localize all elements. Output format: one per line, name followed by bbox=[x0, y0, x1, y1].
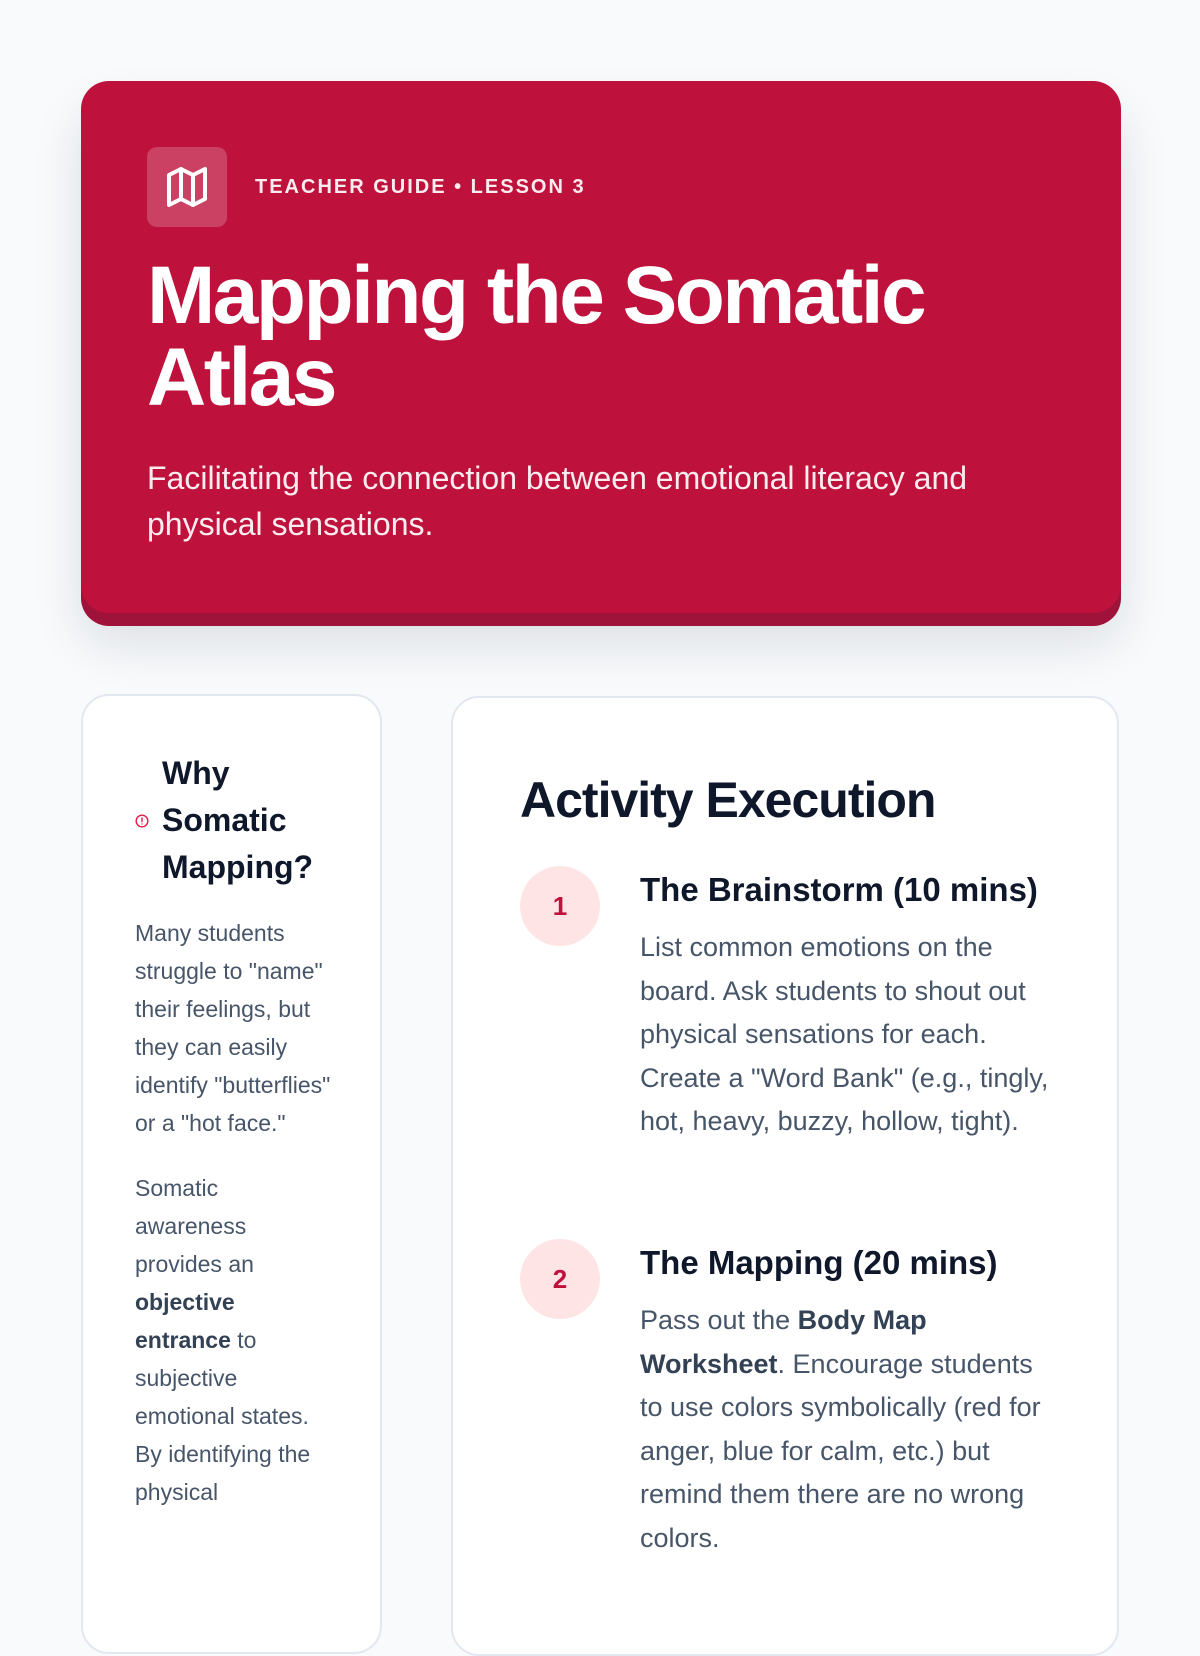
step-description: Pass out the Body Map Worksheet. Encourage students to use colors symbolically (red for anger, blue for calm, etc.) but remind them there are no wrong colors. bbox=[640, 1305, 1041, 1553]
step-description: List common emotions on the board. Ask students to shout out physical sensations for each. Create a "Word Bank" (e.g., tingly, hot, heavy, buzzy, hollow, tight). bbox=[640, 932, 1049, 1136]
page-subtitle: Facilitating the connection between emotional literacy and physical sensations. bbox=[147, 460, 968, 542]
rationale-card bbox=[81, 694, 382, 1654]
lesson-meta bbox=[147, 147, 1055, 227]
map-icon bbox=[147, 147, 227, 227]
rationale-heading bbox=[135, 750, 335, 891]
rationale-paragraph-1: Many students struggle to "name" their feelings, but they can easily identify "butterflies" or a "hot face." bbox=[135, 920, 331, 1136]
alert-circle-icon bbox=[135, 814, 149, 828]
step-number-badge: 2 bbox=[520, 1239, 600, 1319]
rationale-body bbox=[135, 914, 335, 1511]
activity-heading: Activity Execution bbox=[520, 772, 936, 828]
step-number-badge: 1 bbox=[520, 866, 600, 946]
rationale-paragraph-2: Somatic awareness provides an objective entrance to subjective emotional states. By identifying the physical bbox=[135, 1175, 311, 1505]
lesson-eyebrow: TEACHER GUIDE • LESSON 3 bbox=[255, 175, 586, 198]
step-title: The Brainstorm (10 mins) bbox=[640, 871, 1038, 908]
emphasis-text: objective entrance bbox=[135, 1289, 235, 1353]
lesson-header bbox=[81, 81, 1121, 613]
activity-card bbox=[451, 696, 1119, 1656]
worksheet-name: Body Map Worksheet bbox=[640, 1305, 927, 1379]
page-title: Mapping the Somatic Atlas bbox=[147, 250, 925, 423]
step-title: The Mapping (20 mins) bbox=[640, 1244, 998, 1281]
rationale-title: Why Somatic Mapping? bbox=[162, 755, 314, 885]
